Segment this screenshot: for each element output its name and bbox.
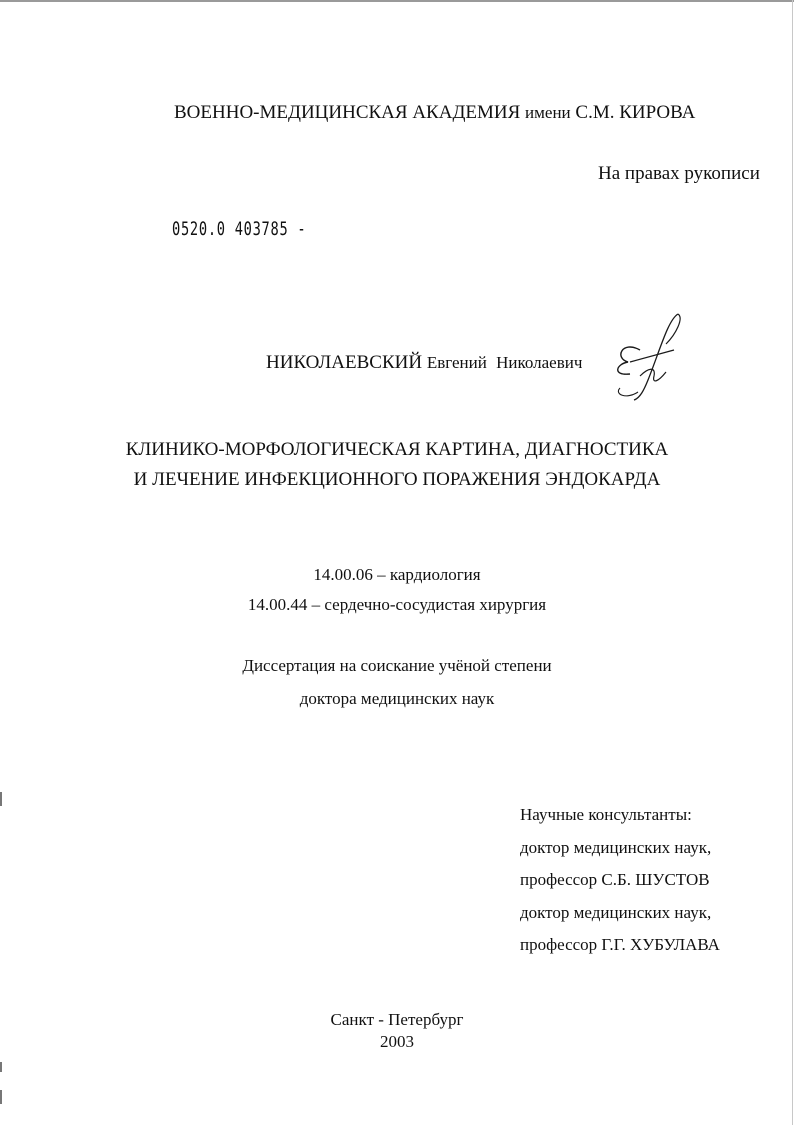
author-name (266, 352, 582, 374)
scan-edge-mark (0, 792, 2, 806)
library-stamp-number: 0520.0 403785 - (172, 218, 307, 240)
author-surname: НИКОЛАЕВСКИЙ (266, 352, 423, 373)
specialty-code-2: 14.00.44 – сердечно-сосудистая хирургия (247, 595, 547, 614)
academy-name-main: ВОЕННО-МЕДИЦИНСКАЯ АКАДЕМИЯ (174, 102, 521, 123)
scan-right-edge (792, 0, 793, 1125)
dissertation-title-line-2: И ЛЕЧЕНИЕ ИНФЕКЦИОННОГО ПОРАЖЕНИЯ ЭНДОКАРДА (133, 469, 661, 490)
consultant-line: профессор С.Б. ШУСТОВ (520, 870, 710, 889)
specialty-code-1: 14.00.06 – кардиология (313, 565, 481, 584)
academy-name-connector: имени (525, 103, 571, 122)
consultant-line: доктор медицинских наук, (520, 903, 712, 922)
author-given-names: Евгений Николаевич (426, 353, 583, 372)
publication-city: Санкт - Петербург (330, 1010, 464, 1029)
publication-year: 2003 (380, 1032, 414, 1051)
scan-edge-mark (0, 1090, 2, 1104)
degree-statement-line-2: доктора медицинских наук (299, 689, 495, 708)
academy-name (174, 102, 695, 124)
degree-statement-line-1: Диссертация на соискание учёной степени (242, 656, 552, 675)
scan-top-edge (0, 0, 794, 2)
manuscript-rights-note: На правах рукописи (598, 163, 760, 184)
scan-edge-mark (0, 1062, 2, 1072)
academy-name-person: С.М. КИРОВА (575, 102, 696, 123)
consultant-line: доктор медицинских наук, (520, 838, 712, 857)
dissertation-title-line-1: КЛИНИКО-МОРФОЛОГИЧЕСКАЯ КАРТИНА, ДИАГНОСТИКА (125, 439, 669, 460)
consultants-heading: Научные консультанты: (520, 805, 692, 824)
author-signature (600, 310, 686, 402)
consultant-line: профессор Г.Г. ХУБУЛАВА (520, 935, 720, 954)
